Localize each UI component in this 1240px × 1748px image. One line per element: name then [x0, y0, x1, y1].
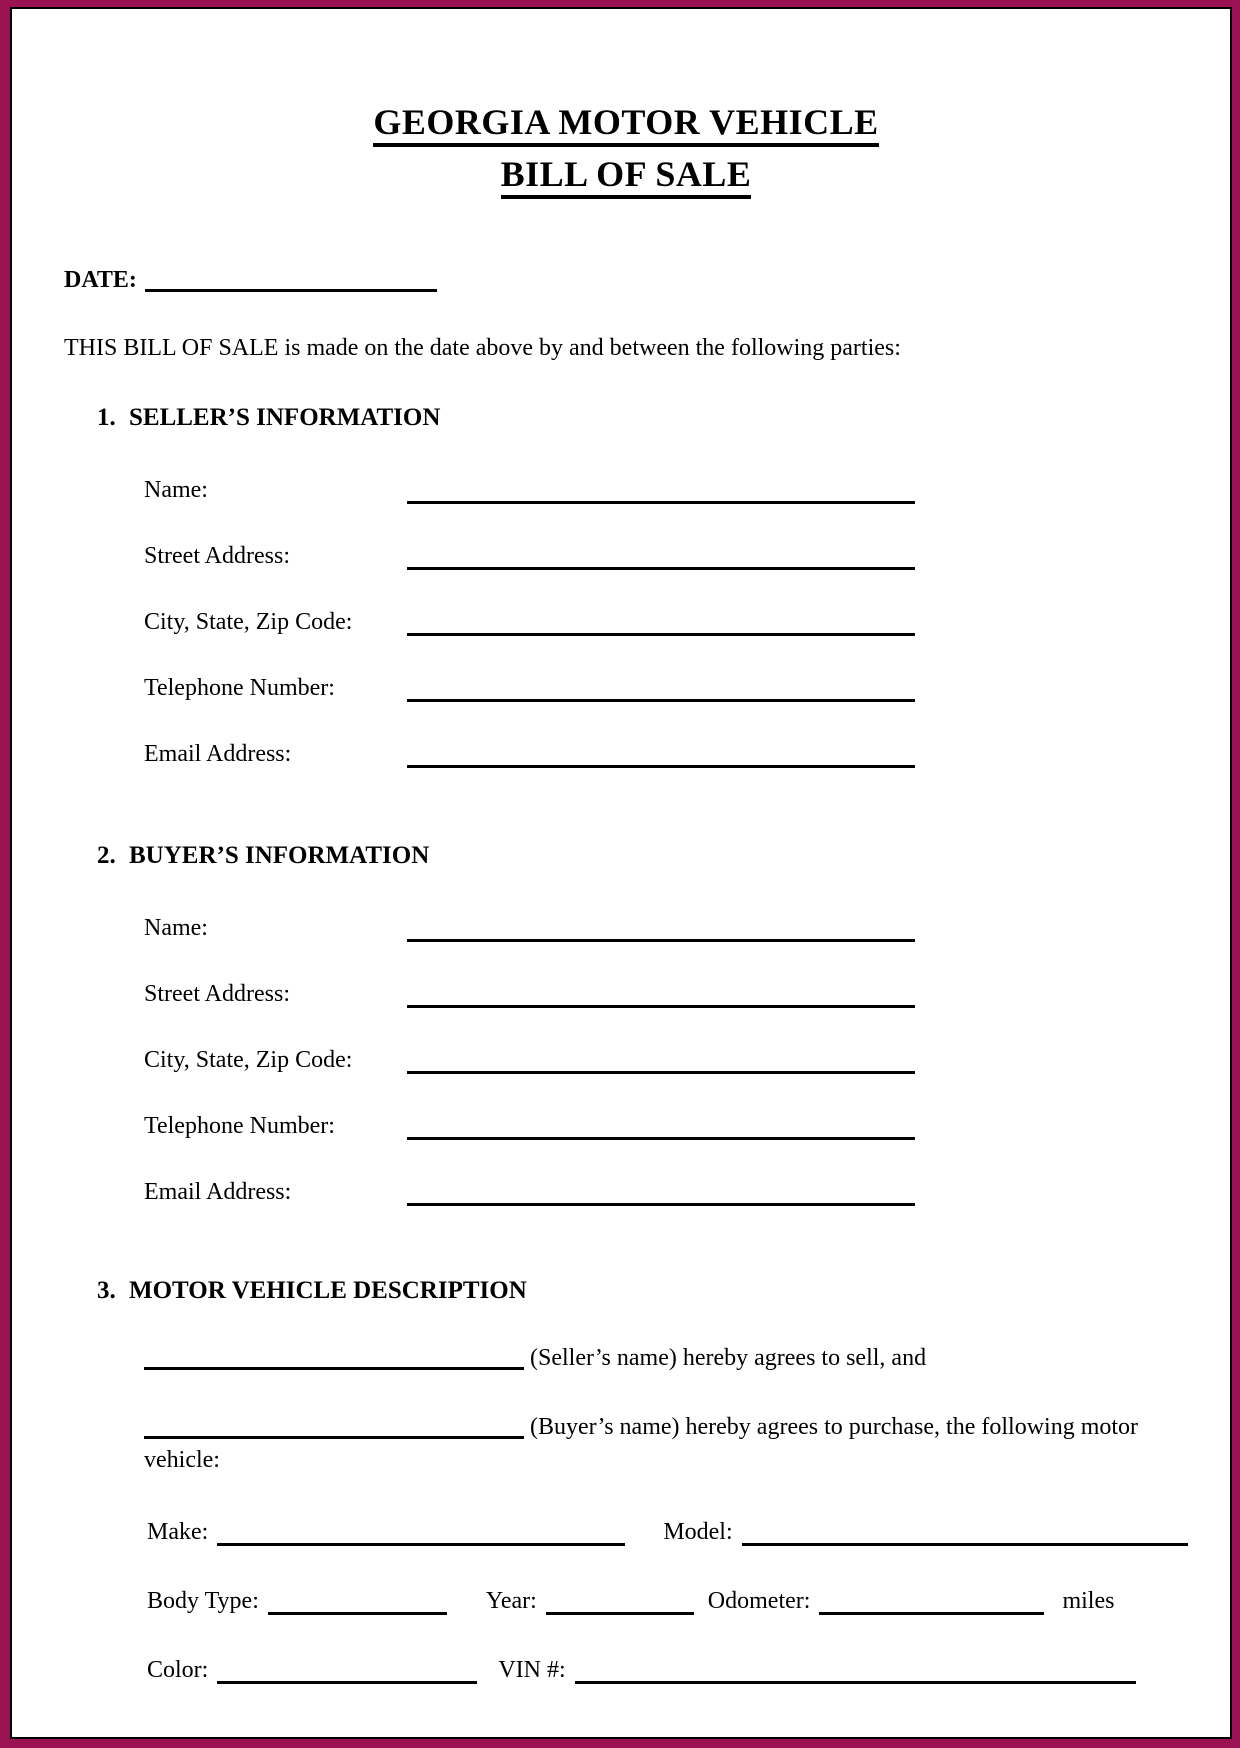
section-heading-buyer	[97, 841, 1188, 871]
buyer-city-state-zip-blank-line[interactable]	[407, 1045, 915, 1074]
buyer-email-label: Email Address:	[144, 1179, 292, 1205]
section-number-buyer: 2.	[97, 842, 116, 869]
seller-telephone-row	[144, 673, 915, 702]
body-type-label: Body Type:	[147, 1588, 259, 1614]
section-title-seller: SELLER’S INFORMATION	[129, 404, 441, 431]
buyer-name-blank-line[interactable]	[407, 913, 915, 942]
seller-name-label: Name:	[144, 477, 208, 503]
date-label: DATE:	[64, 267, 137, 293]
vin-blank-line[interactable]	[575, 1655, 1136, 1684]
make-label: Make:	[147, 1519, 209, 1545]
miles-unit-label: miles	[1062, 1588, 1115, 1614]
seller-street-label: Street Address:	[144, 543, 290, 569]
buyer-street-label: Street Address:	[144, 981, 290, 1007]
model-blank-line[interactable]	[742, 1517, 1188, 1546]
seller-email-row	[144, 739, 915, 768]
color-blank-line[interactable]	[217, 1655, 477, 1684]
make-blank-line[interactable]	[217, 1517, 625, 1546]
color-vin-row	[147, 1655, 1188, 1684]
buyer-city-state-zip-row	[144, 1045, 915, 1074]
seller-city-state-zip-row	[144, 607, 915, 636]
section-title-vehicle: MOTOR VEHICLE DESCRIPTION	[129, 1277, 527, 1304]
odometer-blank-line[interactable]	[819, 1586, 1044, 1615]
seller-name-row	[144, 475, 915, 504]
seller-name-agreement-blank-line[interactable]	[144, 1349, 524, 1370]
document-content	[12, 99, 1230, 1684]
buyer-telephone-label: Telephone Number:	[144, 1113, 335, 1139]
year-blank-line[interactable]	[546, 1586, 694, 1615]
seller-city-state-zip-blank-line[interactable]	[407, 607, 915, 636]
body-year-odometer-row	[147, 1586, 1188, 1615]
section-number-seller: 1.	[97, 404, 116, 431]
document-page	[10, 7, 1232, 1739]
model-label: Model:	[663, 1519, 733, 1545]
date-row	[64, 265, 1188, 295]
document-title	[64, 99, 1188, 203]
buyer-telephone-row	[144, 1111, 915, 1140]
intro-text: THIS BILL OF SALE is made on the date above by and between the following parties:	[64, 335, 901, 361]
section-heading-seller	[97, 403, 1188, 433]
section-heading-vehicle	[97, 1276, 1188, 1306]
seller-telephone-blank-line[interactable]	[407, 673, 915, 702]
seller-street-row	[144, 541, 915, 570]
title-line-2: BILL OF SALE	[501, 154, 752, 199]
seller-email-blank-line[interactable]	[407, 739, 915, 768]
buyer-agreement-text: (Buyer’s name) hereby agrees to purchase, the following motor vehicle:	[144, 1414, 1139, 1473]
seller-city-state-zip-label: City, State, Zip Code:	[144, 609, 353, 635]
buyer-name-row	[144, 913, 915, 942]
buyer-email-row	[144, 1177, 915, 1206]
section-number-vehicle: 3.	[97, 1277, 116, 1304]
buyer-name-label: Name:	[144, 915, 208, 941]
seller-email-label: Email Address:	[144, 741, 292, 767]
seller-street-blank-line[interactable]	[407, 541, 915, 570]
buyer-street-blank-line[interactable]	[407, 979, 915, 1008]
seller-agreement-row	[144, 1342, 1164, 1375]
buyer-city-state-zip-label: City, State, Zip Code:	[144, 1047, 353, 1073]
odometer-label: Odometer:	[707, 1588, 811, 1614]
color-label: Color:	[147, 1657, 209, 1683]
vin-label: VIN #:	[498, 1657, 566, 1683]
body-type-blank-line[interactable]	[268, 1586, 447, 1615]
section-title-buyer: BUYER’S INFORMATION	[129, 842, 430, 869]
make-model-row	[147, 1517, 1188, 1546]
buyer-agreement-row	[144, 1411, 1164, 1477]
year-label: Year:	[485, 1588, 537, 1614]
seller-telephone-label: Telephone Number:	[144, 675, 335, 701]
buyer-telephone-blank-line[interactable]	[407, 1111, 915, 1140]
title-line-1: GEORGIA MOTOR VEHICLE	[373, 102, 878, 147]
buyer-street-row	[144, 979, 915, 1008]
date-blank-line[interactable]	[145, 269, 437, 292]
seller-agreement-text: (Seller’s name) hereby agrees to sell, and	[530, 1345, 927, 1371]
buyer-email-blank-line[interactable]	[407, 1177, 915, 1206]
seller-name-blank-line[interactable]	[407, 475, 915, 504]
buyer-name-agreement-blank-line[interactable]	[144, 1418, 524, 1439]
